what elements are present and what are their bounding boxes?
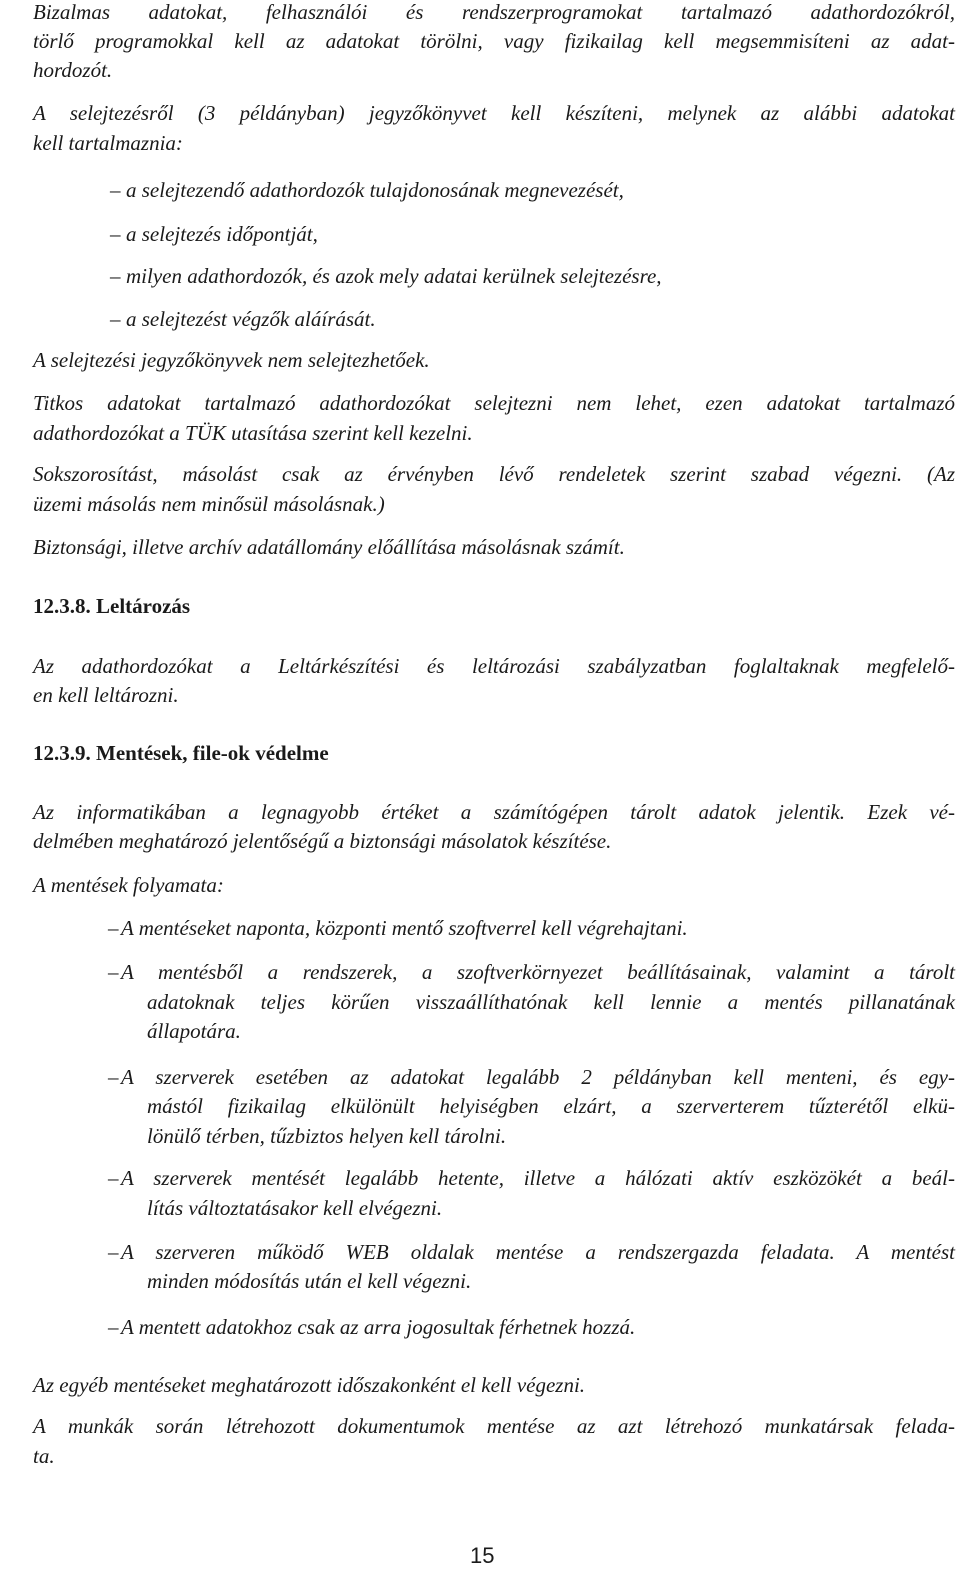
text-line: törlő programokkal kell az adatokat törölni, vagy fizikailag kell megsemmisíteni az adat-: [33, 29, 955, 53]
dash-bullet: –: [108, 916, 119, 940]
dash-bullet: –: [108, 1166, 119, 1190]
text-line: Az adathordozókat a Leltárkészítési és leltározási szabályzatban foglaltaknak megfelelő-: [33, 654, 955, 678]
paragraph-egyeb-mentesek: Az egyéb mentéseket meghatározott időszakonként el kell végezni.: [33, 1373, 586, 1397]
list-item: A szerverek esetében az adatokat legalább 2 példányban kell menteni, és egy-: [121, 1065, 955, 1089]
paragraph-nem-selejtezheto: A selejtezési jegyzőkönyvek nem selejtezhetőek.: [33, 348, 430, 372]
dash-bullet: –: [110, 178, 121, 202]
dash-bullet: –: [108, 1315, 119, 1339]
section-heading-mentesek: 12.3.9. Mentések, file-ok védelme: [33, 741, 329, 765]
list-item: a selejtezendő adathordozók tulajdonosának megnevezését,: [126, 178, 624, 202]
dash-bullet: –: [108, 1065, 119, 1089]
list-item: A mentéseket naponta, központi mentő szoftverrel kell végrehajtani.: [121, 916, 688, 940]
text-line: A selejtezésről (3 példányban) jegyzőkönyvet kell készíteni, melynek az alábbi adatokat: [33, 101, 955, 125]
list-item: A mentésből a rendszerek, a szoftverkörnyezet beállításainak, valamint a tárolt: [121, 960, 955, 984]
text-line: en kell leltározni.: [33, 683, 179, 707]
list-item-continuation: állapotára.: [147, 1019, 241, 1043]
list-item: a selejtezés időpontját,: [126, 222, 318, 246]
list-item-continuation: minden módosítás után el kell végezni.: [147, 1269, 472, 1293]
paragraph-biztonsagi-archiv: Biztonsági, illetve archív adatállomány előállítása másolásnak számít.: [33, 535, 625, 559]
text-line: delmében meghatározó jelentőségű a biztonsági másolatok készítése.: [33, 829, 612, 853]
list-item-continuation: adatoknak teljes körűen visszaállíthatónak kell lennie a mentés pillanatának: [147, 990, 955, 1014]
list-item-continuation: mástól fizikailag elkülönült helyiségben elzárt, a szerverterem tűzterétől elkü-: [147, 1094, 955, 1118]
list-item: milyen adathordozók, és azok mely adatai kerülnek selejtezésre,: [126, 264, 662, 288]
dash-bullet: –: [108, 960, 119, 984]
text-line: ta.: [33, 1444, 55, 1468]
text-line: Titkos adatokat tartalmazó adathordozókat selejtezni nem lehet, ezen adatokat tartalmazó: [33, 391, 955, 415]
text-line: kell tartalmaznia:: [33, 131, 183, 155]
text-line: hordozót.: [33, 58, 113, 82]
page-number: 15: [470, 1543, 495, 1568]
text-line: adathordozókat a TÜK utasítása szerint kell kezelni.: [33, 421, 473, 445]
dash-bullet: –: [108, 1240, 119, 1264]
text-line: Bizalmas adatokat, felhasználói és rendszerprogramokat tartalmazó adathordozókról,: [33, 0, 955, 24]
list-item: a selejtezést végzők aláírását.: [126, 307, 376, 331]
list-item-continuation: lönülő térben, tűzbiztos helyen kell tárolni.: [147, 1124, 507, 1148]
text-line: Sokszorosítást, másolást csak az érvényben lévő rendeletek szerint szabad végezni. (Az: [33, 462, 955, 486]
dash-bullet: –: [110, 307, 121, 331]
text-line: A munkák során létrehozott dokumentumok mentése az azt létrehozó munkatársak felada-: [33, 1414, 955, 1438]
list-item: A mentett adatokhoz csak az arra jogosultak férhetnek hozzá.: [121, 1315, 636, 1339]
list-item-continuation: lítás változtatásakor kell elvégezni.: [147, 1196, 443, 1220]
list-item: A szerveren működő WEB oldalak mentése a rendszergazda feladata. A mentést: [121, 1240, 955, 1264]
section-heading-leltarozas: 12.3.8. Leltározás: [33, 594, 191, 618]
paragraph-mentesek-folyamata: A mentések folyamata:: [33, 873, 224, 897]
text-line: Az informatikában a legnagyobb értéket a számítógépen tárolt adatok jelentik. Ezek vé-: [33, 800, 955, 824]
dash-bullet: –: [110, 264, 121, 288]
list-item: A szerverek mentését legalább hetente, illetve a hálózati aktív eszközökét a beál-: [121, 1166, 955, 1190]
text-line: üzemi másolás nem minősül másolásnak.): [33, 492, 385, 516]
dash-bullet: –: [110, 222, 121, 246]
